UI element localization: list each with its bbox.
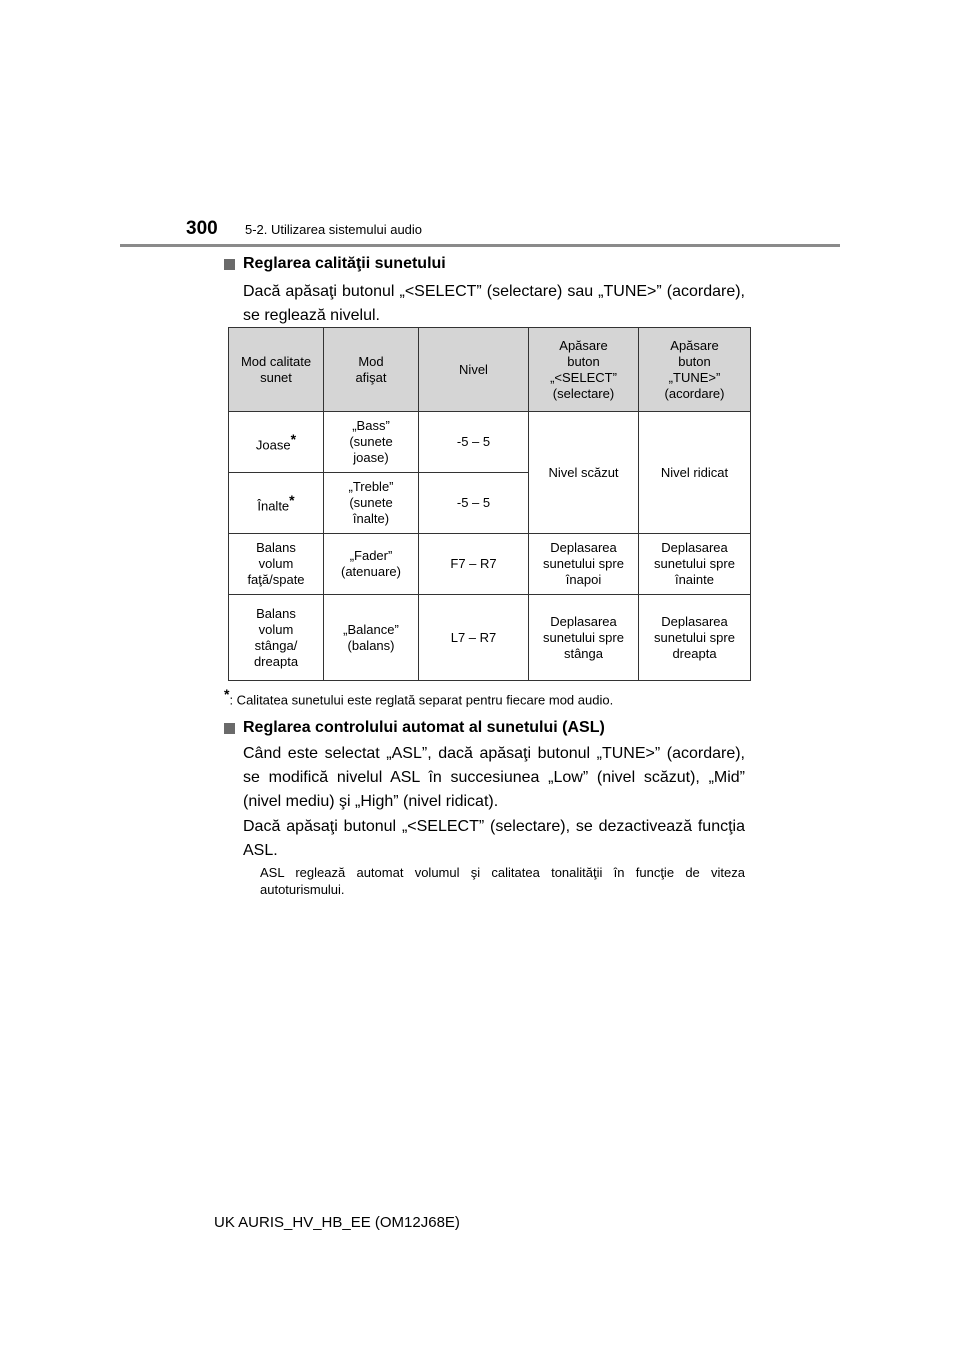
- table-header-cell: Apăsare buton „TUNE>” (acordare): [639, 328, 751, 412]
- select-cell: Nivel scăzut: [529, 412, 639, 534]
- level-cell: F7 – R7: [419, 534, 529, 595]
- section-title: 5-2. Utilizarea sistemului audio: [245, 222, 423, 237]
- table-header-cell: Nivel: [419, 328, 529, 412]
- footnote: [224, 686, 613, 707]
- footnote-mark: *: [224, 686, 230, 702]
- asl-heading-text: Reglarea controlului automat al sunetului (ASL): [243, 719, 605, 736]
- select-cell: Deplasarea sunetului spre stânga: [529, 595, 639, 681]
- display-cell: „Bass” (sunete joase): [324, 412, 419, 473]
- asl-paragraph-2: Dacă apăsaţi butonul „<SELECT” (selectare), se dezactivează funcţia ASL.: [243, 818, 745, 859]
- mode-label: Joase: [255, 437, 291, 453]
- footnote-text: : Calitatea sunetului este reglată separat pentru fiecare mod audio.: [229, 692, 614, 708]
- table-header-cell: Apăsare buton „<SELECT” (selectare): [529, 328, 639, 412]
- sound-quality-paragraph: Dacă apăsaţi butonul „<SELECT” (selectare) sau „TUNE>” (acordare), se reglează nivelul.: [243, 283, 745, 324]
- tune-cell: Nivel ridicat: [639, 412, 751, 534]
- mode-cell: [229, 412, 324, 473]
- table-row: [229, 534, 751, 595]
- asl-paragraph-1: Când este selectat „ASL”, dacă apăsaţi butonul „TUNE>” (acordare), se modifică nivelul ASL în succesiunea „Low” (nivel scăzut), „Mid” (nivel mediu) şi „High” (nivel ridicat).: [243, 745, 745, 810]
- level-cell: -5 – 5: [419, 473, 529, 534]
- tune-cell: Deplasarea sunetului spre dreapta: [639, 595, 751, 681]
- header-divider: [120, 244, 840, 247]
- level-cell: -5 – 5: [419, 412, 529, 473]
- display-cell: „Balance” (balans): [324, 595, 419, 681]
- mode-cell: Balans volum stânga/ dreapta: [229, 595, 324, 681]
- table-header-cell: Mod calitate sunet: [229, 328, 324, 412]
- display-cell: „Fader” (atenuare): [324, 534, 419, 595]
- table-header-cell: Mod afişat: [324, 328, 419, 412]
- mode-cell: [229, 473, 324, 534]
- table-header-row: [229, 328, 751, 412]
- mode-label: Înalte: [257, 498, 290, 514]
- footer-doc-code: UK AURIS_HV_HB_EE (OM12J68E): [214, 1214, 460, 1231]
- sound-quality-table: [228, 327, 751, 681]
- table-row: [229, 595, 751, 681]
- sound-quality-heading: [224, 255, 446, 273]
- display-cell: „Treble” (sunete înalte): [324, 473, 419, 534]
- tune-cell: Deplasarea sunetului spre înainte: [639, 534, 751, 595]
- sound-quality-heading-text: Reglarea calităţii sunetului: [243, 255, 446, 272]
- square-bullet-icon: [224, 259, 235, 270]
- level-cell: L7 – R7: [419, 595, 529, 681]
- footnote-mark: *: [289, 491, 295, 508]
- asl-note: ASL reglează automat volumul şi calitatea tonalităţii în funcţie de viteza autoturismului.: [260, 865, 745, 897]
- asl-heading: [224, 719, 605, 737]
- page-number: 300: [186, 218, 218, 239]
- square-bullet-icon: [224, 723, 235, 734]
- table-row: [229, 412, 751, 473]
- footnote-mark: *: [290, 430, 297, 447]
- select-cell: Deplasarea sunetului spre înapoi: [529, 534, 639, 595]
- mode-cell: Balans volum faţă/spate: [229, 534, 324, 595]
